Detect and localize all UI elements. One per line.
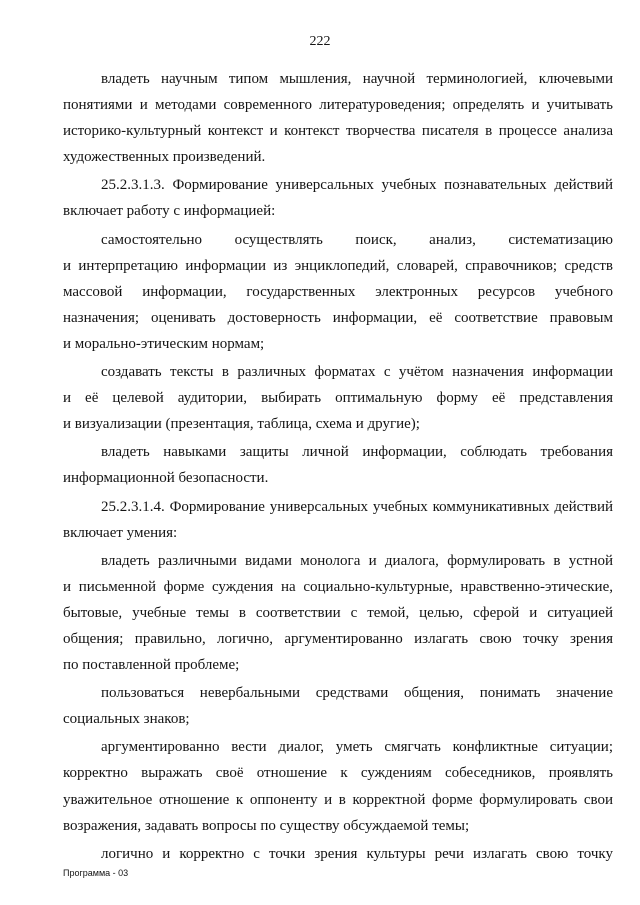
text-line: владеть различными видами монолога и диалога, формулировать в устной [101, 552, 613, 569]
text-line: возражения, задавать вопросы по существу обсуждаемой темы; [63, 817, 470, 834]
footer-label: Программа - 03 [63, 868, 129, 878]
text-line: историко-культурный контекст и контекст творчества писателя в процессе анализа [63, 123, 613, 140]
paragraph-2 [63, 172, 613, 224]
text-line: владеть навыками защиты личной информации, соблюдать требования [101, 444, 613, 461]
text-line: владеть научным типом мышления, научной терминологией, ключевыми [101, 71, 613, 87]
text-line: художественных произведений. [63, 149, 266, 166]
text-line: понятиями и методами современного литературоведения; определять и учитывать [63, 97, 613, 114]
text-line: пользоваться невербальными средствами общения, понимать значение [101, 685, 613, 702]
text-line: аргументированно вести диалог, уметь смягчать конфликтные ситуации; [101, 739, 613, 756]
document-body [63, 66, 613, 869]
text-line: информационной безопасности. [63, 470, 269, 487]
paragraph-6 [63, 494, 613, 546]
text-line: назначения; оценивать достоверность информации, её соответствие правовым [63, 309, 613, 326]
paragraph-8 [63, 680, 613, 732]
section-heading-line: 25.2.3.1.3. Формирование универсальных учебных познавательных действий [101, 177, 613, 194]
paragraph-5 [63, 439, 613, 491]
paragraph-1 [63, 66, 613, 170]
text-line: по поставленной проблеме; [63, 657, 240, 674]
text-line: и визуализации (презентация, таблица, схема и другие); [63, 416, 420, 433]
paragraph-10 [63, 841, 613, 867]
text-line: включает работу с информацией: [63, 203, 276, 220]
paragraph-7 [63, 548, 613, 678]
page-number: 222 [309, 34, 331, 49]
text-line: и её целевой аудитории, выбирать оптимальную форму её представления [63, 390, 613, 407]
text-line: бытовые, учебные темы в соответствии с темой, целью, сферой и ситуацией [63, 604, 613, 621]
text-line: и письменной форме суждения на социально-культурные, нравственно-этические, [63, 578, 613, 595]
text-line: логично и корректно с точки зрения культуры речи излагать свою точку [101, 845, 613, 862]
text-line: самостоятельно осуществлять поиск, анализ, систематизацию [101, 231, 613, 248]
paragraph-4 [63, 359, 613, 437]
text-line: массовой информации, государственных электронных ресурсов учебного [63, 283, 613, 300]
text-line: уважительное отношение к оппоненту и в корректной форме формулировать свои [63, 791, 613, 808]
text-line: создавать тексты в различных форматах с учётом назначения информации [101, 364, 613, 381]
text-line: социальных знаков; [63, 711, 190, 728]
section-heading-line: 25.2.3.1.4. Формирование универсальных учебных коммуникативных действий [101, 498, 613, 515]
paragraph-9 [63, 734, 613, 838]
text-line: и интерпретацию информации из энциклопедий, словарей, справочников; средств [63, 257, 613, 274]
paragraph-3 [63, 227, 613, 357]
text-line: общения; правильно, логично, аргументированно излагать свою точку зрения [63, 630, 613, 647]
text-line: и морально-этическим нормам; [63, 335, 265, 352]
text-line: корректно выражать своё отношение к суждениям собеседников, проявлять [63, 765, 613, 782]
text-line: включает умения: [63, 524, 178, 541]
